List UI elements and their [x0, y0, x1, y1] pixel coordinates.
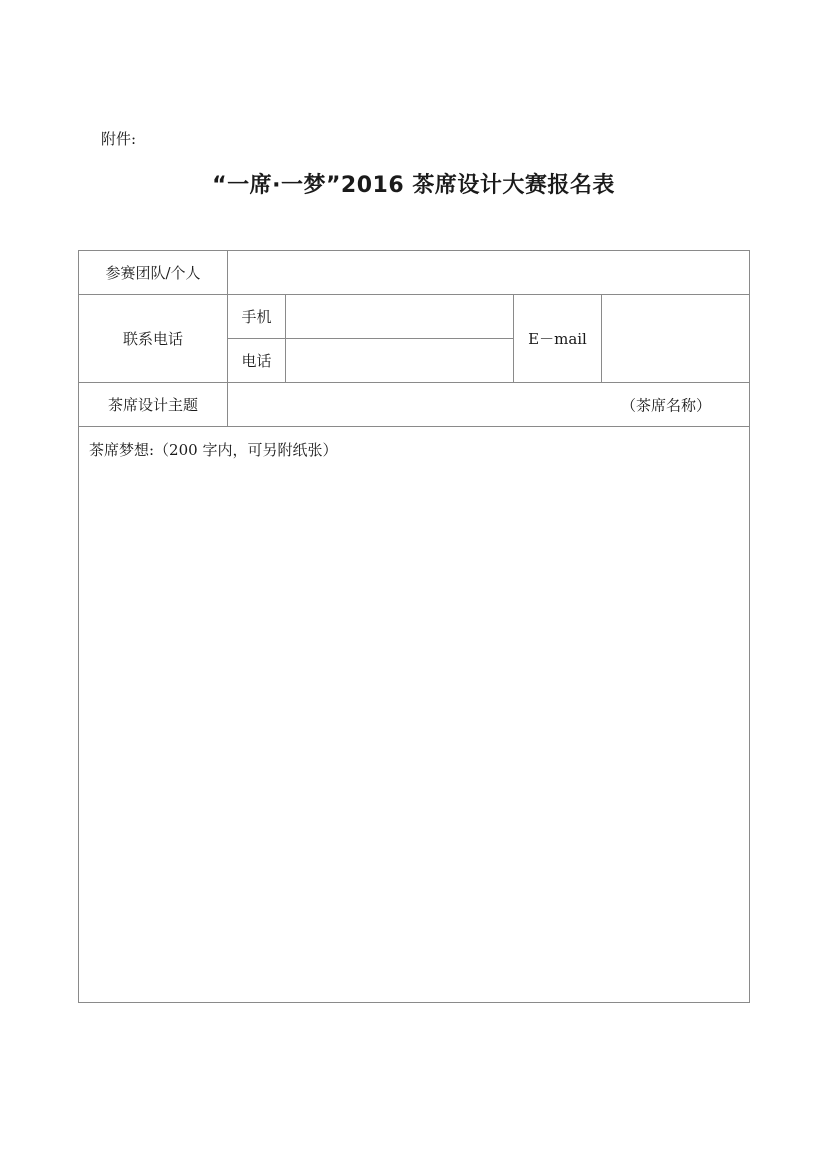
dream-field[interactable] — [79, 427, 750, 1003]
theme-field[interactable] — [228, 383, 750, 427]
phone-value[interactable] — [286, 339, 513, 382]
mobile-field[interactable] — [286, 295, 514, 339]
team-field[interactable] — [228, 251, 750, 295]
mobile-row — [79, 295, 750, 339]
email-value[interactable] — [602, 295, 749, 382]
email-label: E－mail — [514, 295, 602, 383]
theme-row — [79, 383, 750, 427]
attachment-label: 附件: — [101, 130, 137, 148]
email-field[interactable] — [602, 295, 750, 383]
contact-label: 联系电话 — [79, 295, 228, 383]
theme-note: （茶席名称） — [620, 396, 711, 414]
phone-label: 电话 — [228, 339, 286, 383]
dream-row — [79, 427, 750, 1003]
dream-label: 茶席梦想:（200 字内，可另附纸张） — [89, 441, 338, 459]
mobile-value[interactable] — [286, 295, 513, 338]
registration-form-table — [78, 250, 750, 1003]
phone-field[interactable] — [286, 339, 514, 383]
team-value[interactable] — [228, 251, 749, 294]
team-row — [79, 251, 750, 295]
theme-label: 茶席设计主题 — [79, 383, 228, 427]
mobile-label: 手机 — [228, 295, 286, 339]
form-title: “一席·一梦”2016 茶席设计大赛报名表 — [212, 173, 615, 198]
team-label: 参赛团队/个人 — [79, 251, 228, 295]
